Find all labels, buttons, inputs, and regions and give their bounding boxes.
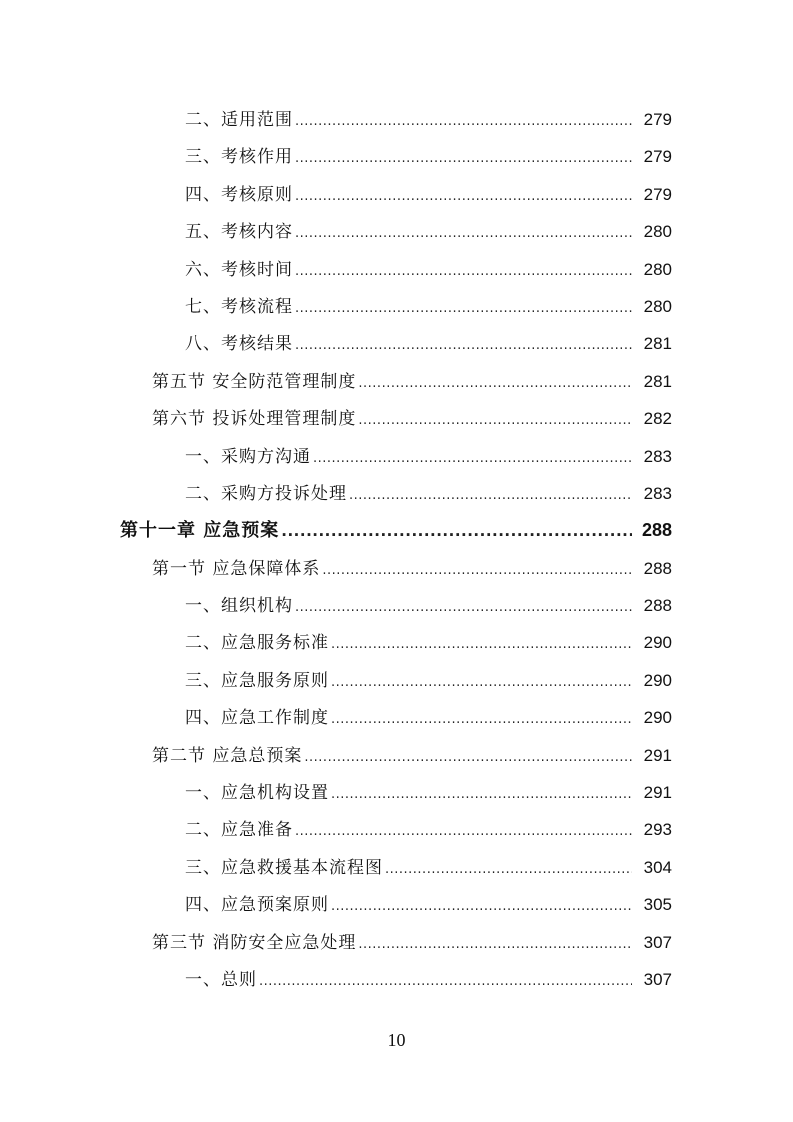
toc-entry[interactable] xyxy=(0,550,793,587)
toc-entry-title: 第三节 消防安全应急处理 xyxy=(152,932,357,953)
toc-entry-page: 279 xyxy=(643,184,672,204)
dot-leader xyxy=(331,701,632,738)
toc-entry-page: 279 xyxy=(643,110,672,129)
dot-leader xyxy=(313,440,632,477)
toc-entry-page: 305 xyxy=(643,895,672,915)
toc-entry-page: 290 xyxy=(643,633,672,653)
dot-leader xyxy=(304,739,632,776)
toc-entry-page: 280 xyxy=(643,296,672,316)
toc-entry-title: 二、适用范围 xyxy=(185,110,293,130)
dot-leader xyxy=(385,851,632,888)
toc-entry-title: 四、应急工作制度 xyxy=(185,708,329,729)
page-number: 10 xyxy=(387,1030,406,1050)
toc-entry[interactable] xyxy=(0,101,793,138)
dot-leader xyxy=(295,215,632,252)
toc-entry-page: 282 xyxy=(643,409,672,429)
toc-entry-title: 二、应急准备 xyxy=(185,820,293,841)
toc-entry-page: 307 xyxy=(643,932,672,952)
dot-leader xyxy=(331,626,632,663)
dot-leader xyxy=(358,402,632,439)
dot-leader xyxy=(331,664,632,701)
toc-entry-title: 第六节 投诉处理管理制度 xyxy=(152,409,357,430)
dot-leader xyxy=(322,552,632,589)
toc-chapter-entry[interactable] xyxy=(0,512,793,549)
dot-leader xyxy=(295,290,632,327)
toc-entry-title: 二、应急服务标准 xyxy=(185,633,329,654)
toc-entry-page: 291 xyxy=(643,783,672,803)
toc-entry-page: 291 xyxy=(643,745,672,765)
dot-leader xyxy=(295,178,632,215)
toc-entry-page: 288 xyxy=(643,558,672,578)
toc-entry[interactable] xyxy=(0,176,793,213)
toc-entry[interactable] xyxy=(0,363,793,400)
toc-entry-page: 293 xyxy=(643,820,672,840)
toc-entry-page: 288 xyxy=(643,596,672,616)
dot-leader xyxy=(295,813,632,850)
toc-entry-title: 八、考核结果 xyxy=(185,334,293,355)
toc-entry-title: 第十一章 应急预案 xyxy=(120,520,280,542)
toc-entry[interactable] xyxy=(0,213,793,250)
dot-leader xyxy=(259,963,632,1000)
toc-entry-page: 280 xyxy=(643,259,672,279)
toc-entry-title: 二、采购方投诉处理 xyxy=(185,483,347,504)
toc-entry[interactable] xyxy=(0,475,793,512)
toc-entry[interactable] xyxy=(0,849,793,886)
toc-entry[interactable] xyxy=(0,624,793,661)
toc-entry[interactable] xyxy=(0,138,793,175)
dot-leader xyxy=(295,327,632,364)
toc-entry[interactable] xyxy=(0,699,793,736)
toc-entry[interactable] xyxy=(0,400,793,437)
toc-entry[interactable] xyxy=(0,774,793,811)
toc-entry-title: 六、考核时间 xyxy=(185,259,293,280)
dot-leader xyxy=(295,589,632,626)
dot-leader xyxy=(295,140,632,177)
toc-entry[interactable] xyxy=(0,325,793,362)
toc-entry-title: 五、考核内容 xyxy=(185,222,293,243)
toc-entry-page: 279 xyxy=(643,147,672,167)
toc-entry-title: 一、总则 xyxy=(185,969,257,990)
dot-leader xyxy=(331,888,632,925)
toc-entry[interactable] xyxy=(0,811,793,848)
toc-entry-page: 281 xyxy=(643,334,672,354)
toc-entry-title: 第五节 安全防范管理制度 xyxy=(152,371,357,392)
toc-entry-page: 304 xyxy=(643,857,672,877)
toc-entry[interactable] xyxy=(0,924,793,961)
toc-entry-page: 288 xyxy=(641,520,672,541)
toc-entry-page: 283 xyxy=(643,446,672,466)
toc-entry-title: 一、应急机构设置 xyxy=(185,783,329,804)
toc-entry[interactable] xyxy=(0,662,793,699)
toc-entry-title: 三、应急服务原则 xyxy=(185,670,329,691)
toc-entry[interactable] xyxy=(0,737,793,774)
toc-entry-title: 四、应急预案原则 xyxy=(185,895,329,916)
toc-entry-title: 第一节 应急保障体系 xyxy=(152,558,321,579)
dot-leader xyxy=(295,103,632,140)
toc-entry-page: 280 xyxy=(643,222,672,242)
dot-leader xyxy=(349,477,632,514)
toc-entry-title: 一、采购方沟通 xyxy=(185,446,311,467)
dot-leader xyxy=(295,253,632,290)
toc-entry[interactable] xyxy=(0,288,793,325)
toc-entry-page: 283 xyxy=(643,483,672,503)
toc-entry-title: 三、应急救援基本流程图 xyxy=(185,857,383,878)
toc-entry-title: 七、考核流程 xyxy=(185,296,293,317)
toc-entry[interactable] xyxy=(0,251,793,288)
toc-entry-page: 281 xyxy=(643,371,672,391)
toc-entry-page: 290 xyxy=(643,708,672,728)
dot-leader xyxy=(281,513,632,550)
toc-entry-title: 四、考核原则 xyxy=(185,184,293,205)
dot-leader xyxy=(331,776,632,813)
toc-entry-title: 一、组织机构 xyxy=(185,596,293,617)
toc-entry[interactable] xyxy=(0,886,793,923)
toc-entry-page: 290 xyxy=(643,670,672,690)
toc-entry[interactable] xyxy=(0,961,793,998)
toc-entry-title: 三、考核作用 xyxy=(185,147,293,168)
toc-entry-title: 第二节 应急总预案 xyxy=(152,745,303,766)
toc-entry-page: 307 xyxy=(643,969,672,989)
dot-leader xyxy=(358,926,632,963)
toc-entry[interactable] xyxy=(0,438,793,475)
toc-entry[interactable] xyxy=(0,587,793,624)
table-of-contents xyxy=(0,101,793,998)
dot-leader xyxy=(358,365,632,402)
